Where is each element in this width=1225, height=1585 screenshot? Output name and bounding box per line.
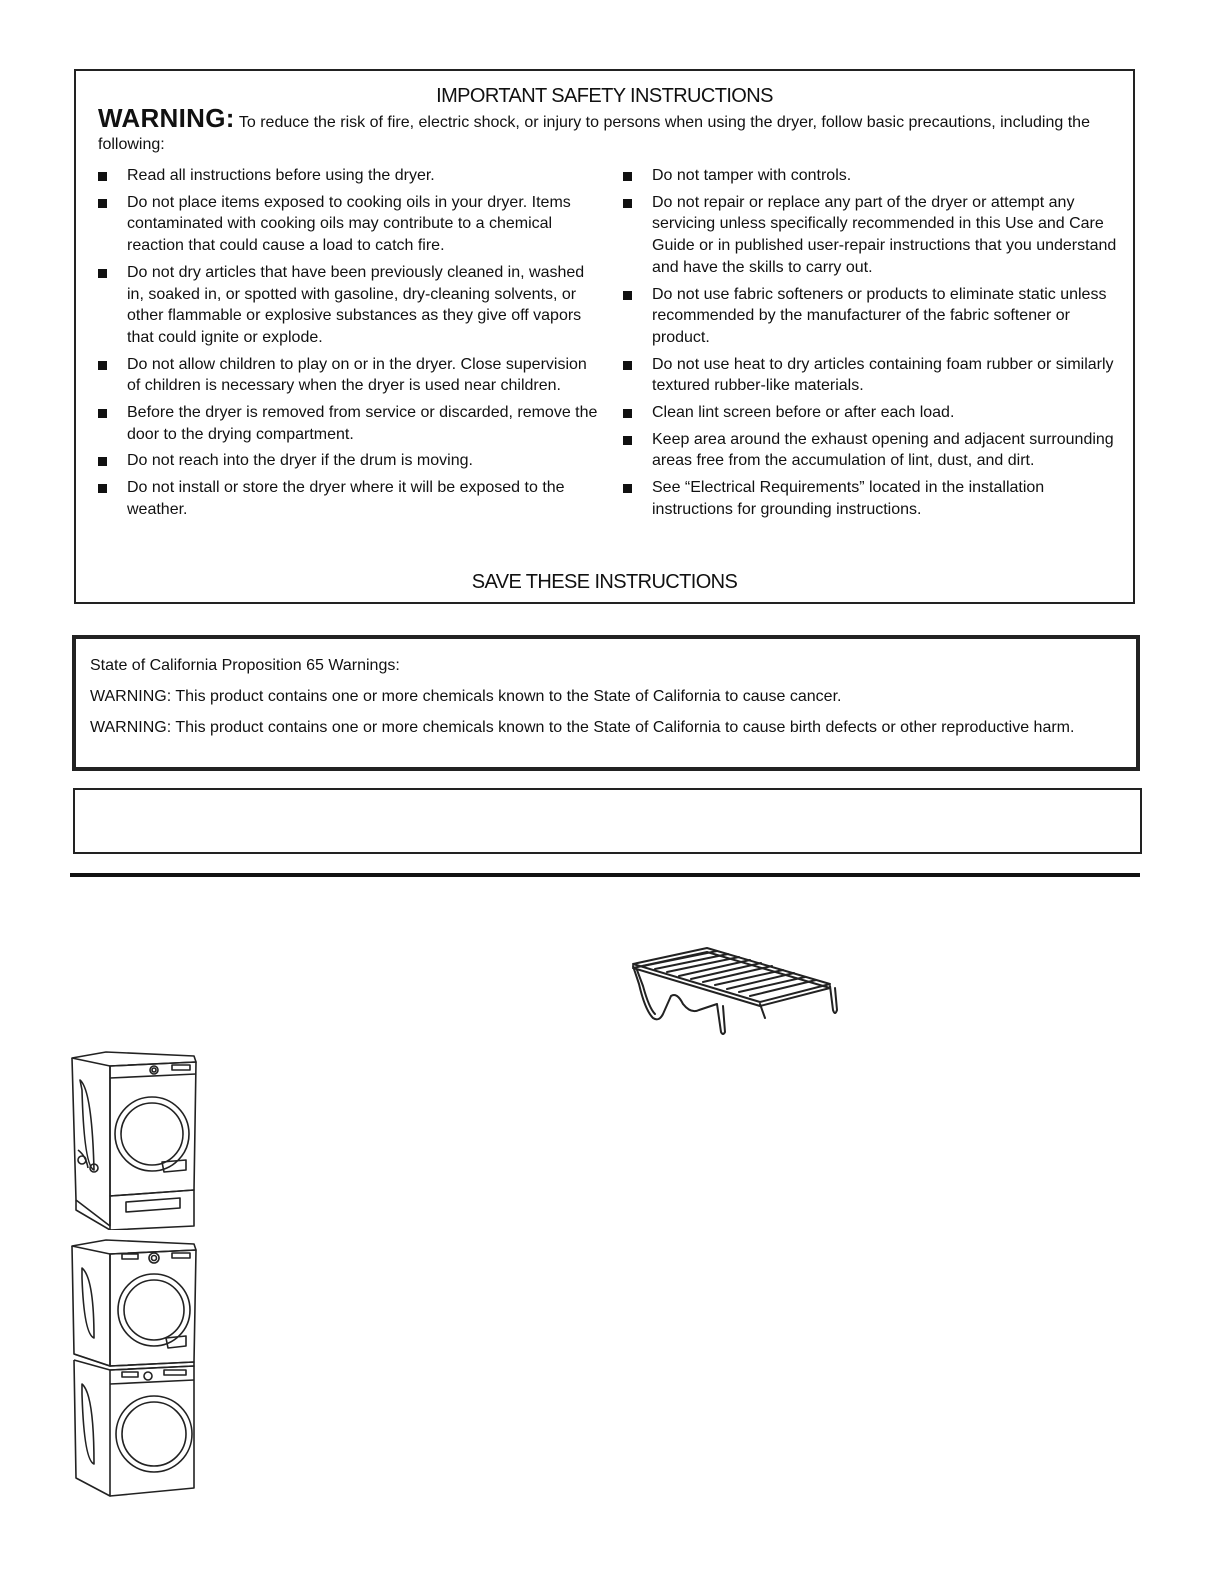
prop65-heading: State of California Proposition 65 Warnings: xyxy=(90,657,400,674)
bullet-square-icon xyxy=(98,457,107,466)
safety-list-right xyxy=(623,165,1123,526)
safety-item: Do not install or store the dryer where it will be exposed to the weather. xyxy=(98,477,603,520)
bullet-square-icon xyxy=(623,436,632,445)
safety-item: Do not dry articles that have been previously cleaned in, washed in, soaked in, or spotted with gasoline, dry-cleaning solvents, or other flammable or explosive substances as they give off vapors that could ignite or explode. xyxy=(98,262,603,349)
safety-item: Do not reach into the dryer if the drum is moving. xyxy=(98,450,603,472)
prop65-warning-box xyxy=(72,635,1140,771)
safety-item: Do not place items exposed to cooking oils in your dryer. Items contaminated with cooking oils may contribute to a chemical reaction that could cause a load to catch fire. xyxy=(98,192,603,257)
empty-box xyxy=(73,788,1142,854)
safety-item: See “Electrical Requirements” located in the installation instructions for grounding instructions. xyxy=(623,477,1123,520)
warning-word: WARNING: xyxy=(98,103,235,133)
bullet-square-icon xyxy=(623,361,632,370)
safety-item: Do not use fabric softeners or products to eliminate static unless recommended by the manufacturer of the fabric softener or product. xyxy=(623,284,1123,349)
save-instructions-footer: SAVE THESE INSTRUCTIONS xyxy=(471,571,738,593)
stacked-washer-dryer-icon xyxy=(68,1238,200,1500)
section-divider xyxy=(70,873,1140,877)
bullet-square-icon xyxy=(623,172,632,181)
warning-text: To reduce the risk of fire, electric shock, or injury to persons when using the dryer, follow basic precautions, including the following: xyxy=(98,114,1090,153)
drying-rack-icon xyxy=(625,944,845,1044)
bullet-square-icon xyxy=(623,409,632,418)
safety-item: Keep area around the exhaust opening and adjacent surrounding areas free from the accumulation of lint, dust, and dirt. xyxy=(623,429,1123,472)
bullet-square-icon xyxy=(98,199,107,208)
safety-item: Do not repair or replace any part of the dryer or attempt any servicing unless specifically recommended in this Use and Care Guide or in published user-repair instructions that you understand and have the skills to carry out. xyxy=(623,192,1123,279)
bullet-square-icon xyxy=(98,269,107,278)
safety-item: Do not tamper with controls. xyxy=(623,165,1123,187)
bullet-square-icon xyxy=(98,172,107,181)
safety-item: Read all instructions before using the dryer. xyxy=(98,165,603,187)
safety-item: Before the dryer is removed from service or discarded, remove the door to the drying compartment. xyxy=(98,402,603,445)
safety-item: Do not allow children to play on or in the dryer. Close supervision of children is necessary when the dryer is used near children. xyxy=(98,354,603,397)
bullet-square-icon xyxy=(98,409,107,418)
prop65-birth-defects-warning: WARNING: This product contains one or more chemicals known to the State of California to cause birth defects or other reproductive harm. xyxy=(90,719,1075,736)
bullet-square-icon xyxy=(98,484,107,493)
safety-item: Do not use heat to dry articles containing foam rubber or similarly textured rubber-like materials. xyxy=(623,354,1123,397)
bullet-square-icon xyxy=(623,199,632,208)
safety-item: Clean lint screen before or after each load. xyxy=(623,402,1123,424)
dryer-on-pedestal-icon xyxy=(68,1050,200,1230)
bullet-square-icon xyxy=(623,291,632,300)
safety-instructions-box xyxy=(74,69,1135,604)
safety-title: IMPORTANT SAFETY INSTRUCTIONS xyxy=(436,85,773,107)
prop65-cancer-warning: WARNING: This product contains one or more chemicals known to the State of California to cause cancer. xyxy=(90,688,842,705)
bullet-square-icon xyxy=(623,484,632,493)
safety-list-left xyxy=(98,165,603,526)
bullet-square-icon xyxy=(98,361,107,370)
warning-statement xyxy=(98,103,1118,156)
